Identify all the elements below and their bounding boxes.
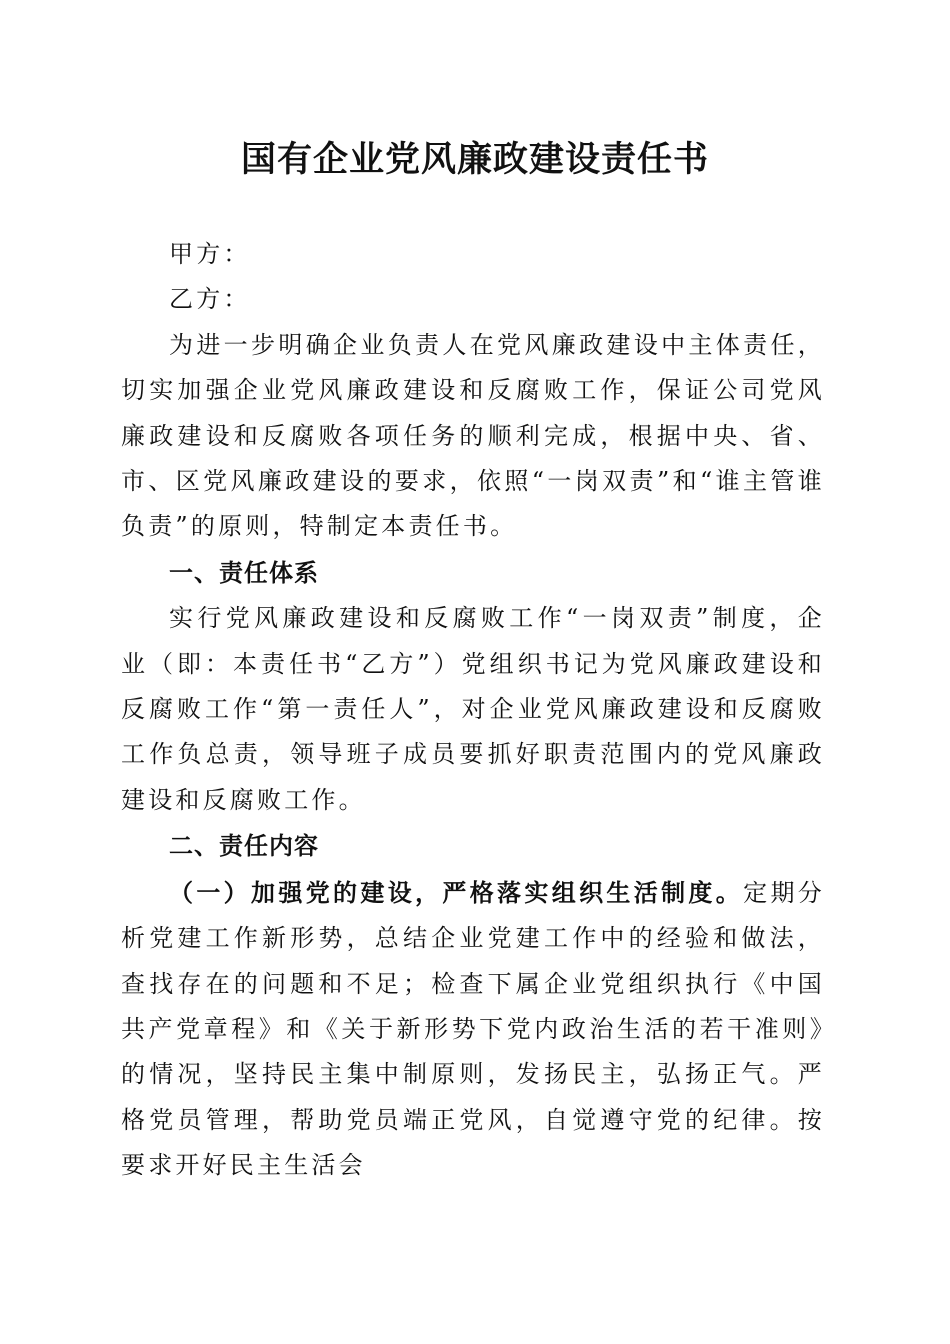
section2-item1-lead: （一）加强党的建设，严格落实组织生活制度。	[169, 877, 744, 907]
section2-item1-paragraph	[121, 870, 825, 1189]
document-body	[121, 232, 825, 1189]
section-heading-responsibility-system: 一、责任体系	[169, 558, 319, 587]
section2-item1-text: 定期分析党建工作新形势，总结企业党建工作中的经验和做法，查找存在的问题和不足；检查下属企业党组织执行《中国共产党章程》和《关于新形势下党内政治生活的若干准则》的情况，坚持民主集中制原则，发扬民主，弘扬正气。严格党员管理，帮助党员端正党风，自觉遵守党的纪律。按要求开好民主生活会	[121, 878, 825, 1180]
document-title: 国有企业党风廉政建设责任书	[240, 140, 709, 180]
party-a-label: 甲方：	[169, 240, 251, 268]
section1-paragraph: 实行党风廉政建设和反腐败工作“一岗双责”制度，企业（即：本责任书“乙方”）党组织书记为党风廉政建设和反腐败工作“第一责任人”，对企业党风廉政建设和反腐败工作负总责，领导班子成员要抓好职责范围内的党风廉政建设和反腐败工作。	[121, 604, 825, 814]
party-b-label: 乙方：	[169, 285, 251, 314]
section-heading-responsibility-content: 二、责任内容	[169, 832, 319, 861]
intro-paragraph: 为进一步明确企业负责人在党风廉政建设中主体责任，切实加强企业党风廉政建设和反腐败工作，保证公司党风廉政建设和反腐败各项任务的顺利完成，根据中央、省、市、区党风廉政建设的要求，依照“一岗双责”和“谁主管谁负责”的原则，特制定本责任书。	[121, 330, 825, 541]
